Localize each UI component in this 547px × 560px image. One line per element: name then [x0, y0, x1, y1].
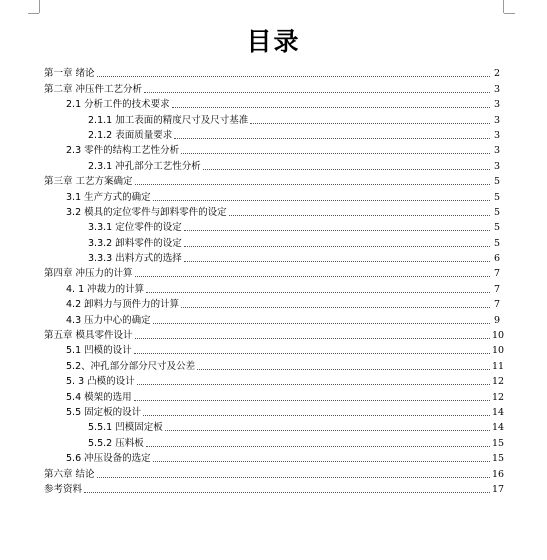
- toc-page-number[interactable]: 5: [493, 176, 500, 188]
- toc-entry-label[interactable]: 第六章 结论: [44, 468, 95, 480]
- toc-dot-leader: [134, 400, 490, 401]
- toc-entry-label[interactable]: 第三章 工艺方案确定: [44, 176, 133, 188]
- toc-page-number[interactable]: 7: [493, 268, 500, 280]
- toc-dot-leader: [153, 200, 490, 201]
- toc-page-number[interactable]: 9: [493, 314, 500, 326]
- toc-entry-label[interactable]: 4.3 压力中心的确定: [66, 314, 151, 326]
- toc-dot-leader: [153, 461, 490, 462]
- toc-dot-leader: [181, 153, 490, 154]
- toc-page-number[interactable]: 10: [492, 345, 505, 357]
- toc-page-number[interactable]: 15: [492, 453, 505, 465]
- toc-page-number[interactable]: 3: [493, 114, 500, 126]
- toc-dot-leader: [184, 230, 490, 231]
- toc-entry[interactable]: [0, 156, 547, 171]
- toc-page-number[interactable]: 5: [493, 222, 500, 234]
- toc-entry[interactable]: [0, 218, 547, 233]
- toc-dot-leader: [97, 477, 490, 478]
- toc-entry-label[interactable]: 3.3.3 出料方式的选择: [88, 253, 182, 265]
- toc-entry[interactable]: [0, 95, 547, 110]
- toc-dot-leader: [97, 76, 490, 77]
- toc-entry-label[interactable]: 3.2 模具的定位零件与卸料零件的设定: [66, 206, 227, 218]
- toc-entry-label[interactable]: 第一章 绪论: [44, 68, 95, 80]
- toc-entry[interactable]: [0, 295, 547, 310]
- toc-entry-label[interactable]: 5.1 凹模的设计: [66, 345, 132, 357]
- toc-page-number[interactable]: 2: [493, 68, 500, 80]
- toc-entry-label[interactable]: 2.3.1 冲孔部分工艺性分析: [88, 160, 201, 172]
- toc-entry-label[interactable]: 4. 1 冲裁力的计算: [66, 283, 145, 295]
- toc-page-number[interactable]: 7: [493, 299, 500, 311]
- toc-entry[interactable]: [0, 249, 547, 264]
- toc-dot-leader: [146, 446, 490, 447]
- toc-page-number[interactable]: 17: [492, 483, 505, 495]
- toc-dot-leader: [135, 338, 490, 339]
- toc-page-number[interactable]: 11: [492, 360, 505, 372]
- toc-page-number[interactable]: 5: [493, 191, 500, 203]
- toc-page-number[interactable]: 16: [492, 468, 505, 480]
- toc-entry[interactable]: [0, 279, 547, 294]
- toc-entry[interactable]: [0, 464, 547, 479]
- toc-dot-leader: [135, 184, 490, 185]
- toc-entry[interactable]: [0, 326, 547, 341]
- toc-dot-leader: [197, 369, 490, 370]
- toc-entry-label[interactable]: 4.2 卸料力与顶件力的计算: [66, 299, 180, 311]
- toc-dot-leader: [172, 107, 490, 108]
- toc-entry-label[interactable]: 5. 3 凸模的设计: [66, 376, 135, 388]
- toc-entry[interactable]: [0, 64, 547, 79]
- toc-entry-label[interactable]: 5.2、冲孔部分部分尺寸及公差: [66, 360, 196, 372]
- toc-dot-leader: [135, 276, 490, 277]
- toc-entry[interactable]: [0, 403, 547, 418]
- toc-entry[interactable]: [0, 310, 547, 325]
- toc-entry-label[interactable]: 3.3.1 定位零件的设定: [88, 222, 182, 234]
- toc-entry-label[interactable]: 参考资料: [44, 483, 83, 495]
- toc-page-number[interactable]: 6: [493, 253, 500, 265]
- crop-mark-top-left-horizontal: [28, 13, 39, 14]
- toc-dot-leader: [184, 246, 490, 247]
- toc-entry[interactable]: [0, 172, 547, 187]
- toc-entry-label[interactable]: 2.1.2 表面质量要求: [88, 129, 173, 141]
- toc-entry[interactable]: [0, 356, 547, 371]
- toc-entry-label[interactable]: 2.1 分析工件的技术要求: [66, 99, 170, 111]
- toc-dot-leader: [137, 384, 490, 385]
- crop-mark-top-left: [39, 0, 40, 13]
- toc-page-number[interactable]: 3: [493, 145, 500, 157]
- toc-dot-leader: [181, 307, 490, 308]
- toc-page-number[interactable]: 3: [493, 160, 500, 172]
- toc-entry[interactable]: [0, 203, 547, 218]
- toc-entry[interactable]: [0, 433, 547, 448]
- toc-dot-leader: [203, 169, 490, 170]
- toc-page-number[interactable]: 12: [492, 391, 505, 403]
- toc-page-number[interactable]: 5: [493, 237, 500, 249]
- toc-page-number[interactable]: 3: [493, 99, 500, 111]
- toc-dot-leader: [184, 261, 490, 262]
- toc-dot-leader: [174, 138, 490, 139]
- toc-entry-label[interactable]: 5.4 模架的选用: [66, 391, 132, 403]
- toc-dot-leader: [146, 292, 490, 293]
- toc-page-number[interactable]: 15: [492, 437, 505, 449]
- toc-entry[interactable]: [0, 233, 547, 248]
- toc-entry[interactable]: [0, 372, 547, 387]
- toc-dot-leader: [250, 123, 490, 124]
- toc-entry-label[interactable]: 第二章 冲压件工艺分析: [44, 83, 143, 95]
- toc-entry[interactable]: [0, 110, 547, 125]
- toc-page-number[interactable]: 12: [492, 376, 505, 388]
- toc-page-number[interactable]: 7: [493, 283, 500, 295]
- toc-dot-leader: [134, 353, 490, 354]
- crop-mark-top-right: [503, 0, 504, 13]
- toc-entry[interactable]: [0, 264, 547, 279]
- toc-entry[interactable]: [0, 387, 547, 402]
- toc-dot-leader: [84, 492, 490, 493]
- toc-entry-label[interactable]: 2.1.1 加工表面的精度尺寸及尺寸基准: [88, 114, 249, 126]
- table-of-contents: [0, 64, 547, 495]
- toc-entry[interactable]: [0, 449, 547, 464]
- toc-dot-leader: [143, 415, 490, 416]
- toc-dot-leader: [144, 92, 490, 93]
- toc-entry-label[interactable]: 第四章 冲压力的计算: [44, 268, 133, 280]
- toc-entry[interactable]: [0, 187, 547, 202]
- toc-page-number[interactable]: 3: [493, 129, 500, 141]
- toc-entry[interactable]: [0, 418, 547, 433]
- toc-dot-leader: [229, 215, 490, 216]
- toc-entry[interactable]: [0, 79, 547, 94]
- toc-entry[interactable]: [0, 341, 547, 356]
- toc-entry[interactable]: [0, 126, 547, 141]
- page-title: 目录: [246, 27, 301, 56]
- toc-entry-label[interactable]: 2.3 零件的结构工艺性分析: [66, 145, 180, 157]
- toc-page-number[interactable]: 3: [493, 83, 500, 95]
- toc-entry-label[interactable]: 5.5 固定板的设计: [66, 406, 142, 418]
- toc-entry-label[interactable]: 3.3.2 卸料零件的设定: [88, 237, 182, 249]
- toc-page-number[interactable]: 5: [493, 206, 500, 218]
- toc-entry-label[interactable]: 第五章 模具零件设计: [44, 330, 133, 342]
- toc-dot-leader: [153, 323, 490, 324]
- crop-mark-top-right-horizontal: [504, 13, 515, 14]
- toc-entry-label[interactable]: 5.5.1 凹模固定板: [88, 422, 163, 434]
- toc-page-number[interactable]: 14: [492, 406, 505, 418]
- toc-entry-label[interactable]: 3.1 生产方式的确定: [66, 191, 151, 203]
- toc-entry-label[interactable]: 5.5.2 压料板: [88, 437, 144, 449]
- toc-entry-label[interactable]: 5.6 冲压设备的选定: [66, 453, 151, 465]
- toc-entry[interactable]: [0, 480, 547, 495]
- toc-page-number[interactable]: 10: [492, 330, 505, 342]
- toc-dot-leader: [165, 430, 490, 431]
- toc-entry[interactable]: [0, 141, 547, 156]
- toc-page-number[interactable]: 14: [492, 422, 505, 434]
